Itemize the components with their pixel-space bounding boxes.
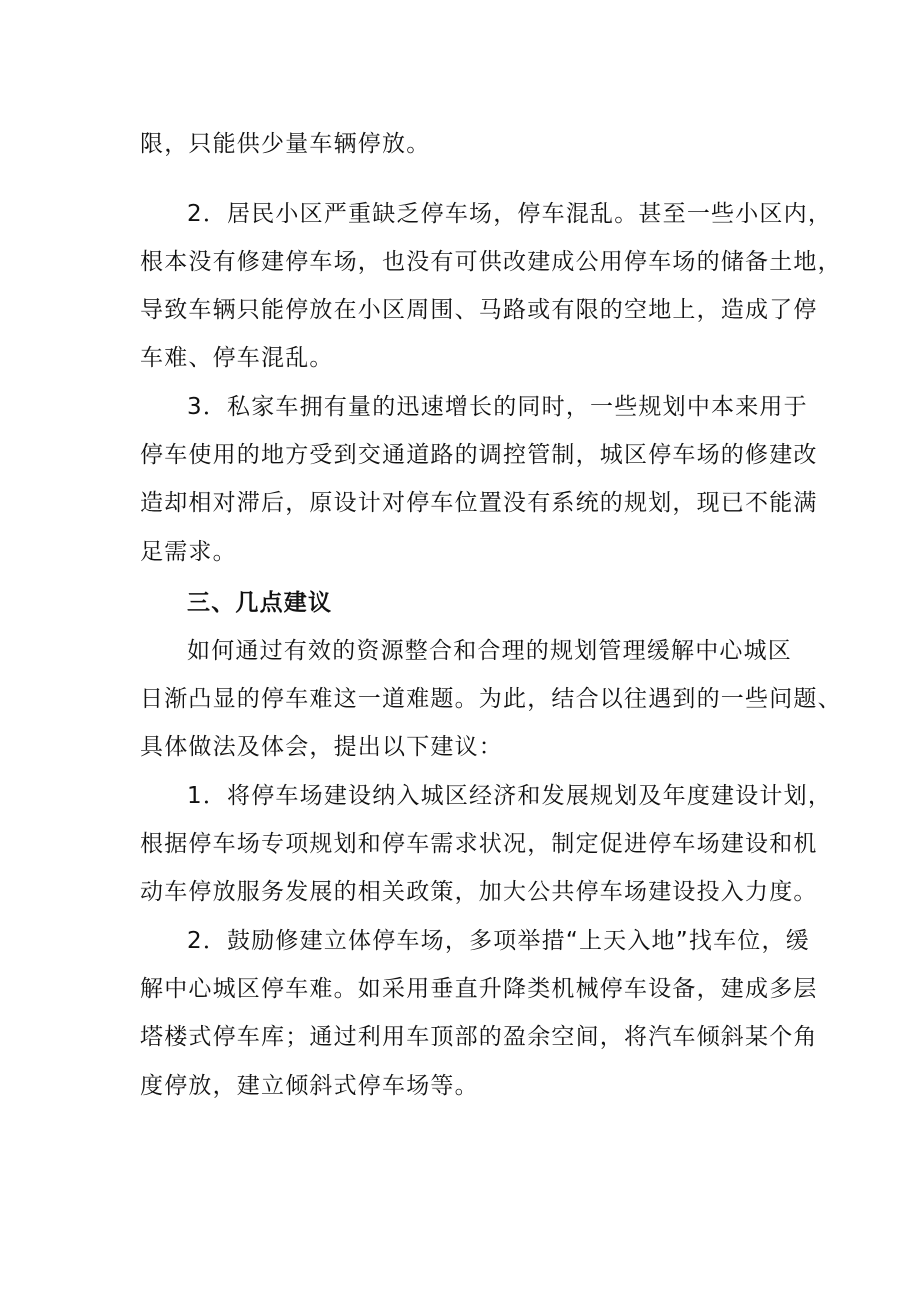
text-line: 度停放，建立倾斜式停车场等。 [140, 1073, 479, 1099]
text-line: 导致车辆只能停放在小区周围、马路或有限的空地上，造成了停 [140, 297, 818, 323]
text-line: 2．居民小区严重缺乏停车场，停车混乱。甚至一些小区内， [187, 201, 833, 227]
text-line: 塔楼式停车库；通过利用车顶部的盈余空间，将汽车倾斜某个角 [140, 1024, 818, 1050]
text-line: 动车停放服务发展的相关政策，加大公共停车场建设投入力度。 [140, 879, 818, 905]
text-line: 根据停车场专项规划和停车需求状况，制定促进停车场建设和机 [140, 831, 818, 857]
text-line: 足需求。 [140, 539, 237, 565]
text-line: 车难、停车混乱。 [140, 345, 334, 371]
section-heading: 三、几点建议 [187, 590, 333, 616]
text-line: 解中心城区停车难。如采用垂直升降类机械停车设备，建成多层 [140, 976, 818, 1002]
text-line: 3．私家车拥有量的迅速增长的同时，一些规划中本来用于 [187, 394, 808, 420]
text-line: 造却相对滞后，原设计对停车位置没有系统的规划，现已不能满 [140, 490, 818, 516]
text-line: 限，只能供少量车辆停放。 [140, 131, 431, 157]
text-line: 停车使用的地方受到交通道路的调控管制，城区停车场的修建改 [140, 442, 818, 468]
text-line: 2．鼓励修建立体停车场，多项举措“上天入地”找车位，缓 [187, 928, 810, 954]
text-line: 根本没有修建停车场，也没有可供改建成公用停车场的储备土地， [140, 249, 842, 275]
text-line: 具体做法及体会，提出以下建议： [140, 734, 503, 760]
text-line: 如何通过有效的资源整合和合理的规划管理缓解中心城区 [187, 638, 792, 664]
text-line: 日渐凸显的停车难这一道难题。为此，结合以往遇到的一些问题、 [140, 686, 842, 712]
text-line: 1．将停车场建设纳入城区经济和发展规划及年度建设计划， [187, 783, 833, 809]
